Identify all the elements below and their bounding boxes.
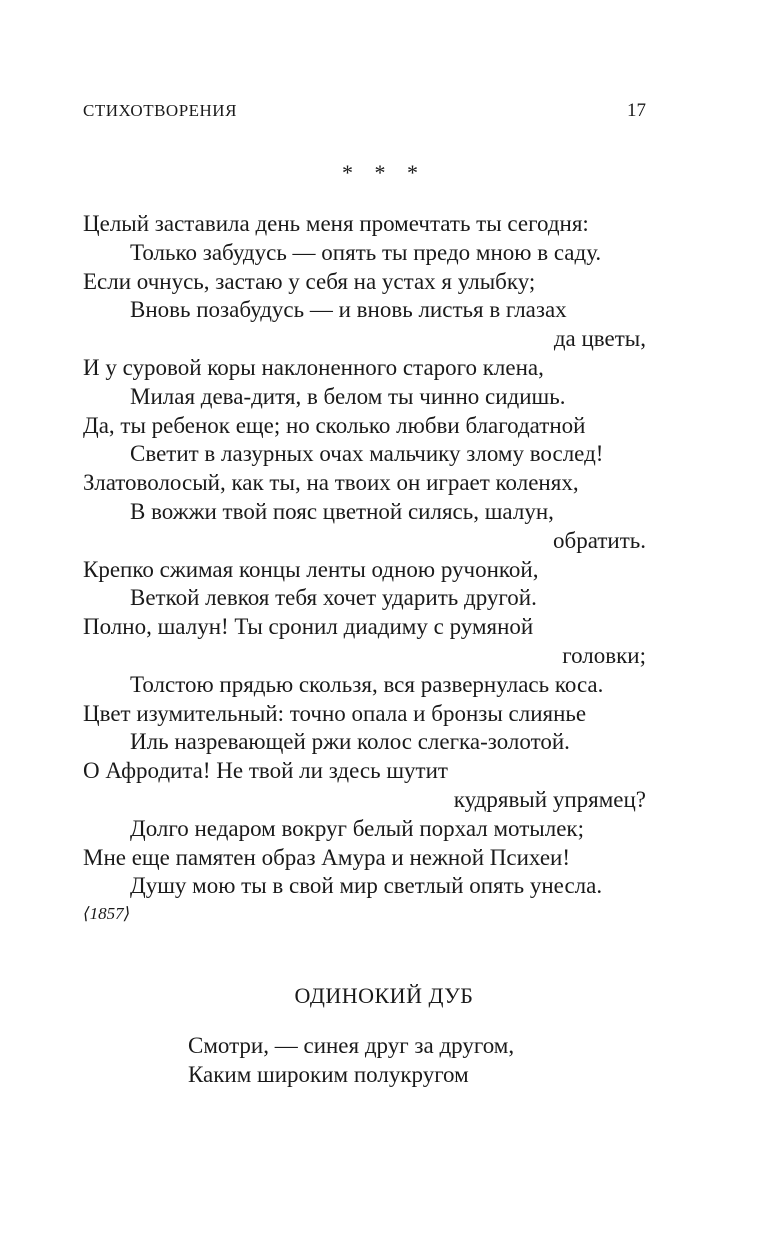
poem-line: Долго недаром вокруг белый порхал мотылек;: [130, 815, 584, 841]
poem-line: Толстою прядью скользя, вся развернулась коса.: [130, 671, 604, 697]
poem-line: Милая дева-дитя, в белом ты чинно сидишь.: [130, 383, 566, 409]
running-head: СТИХОТВОРЕНИЯ: [83, 101, 237, 120]
poem-line: Златоволосый, как ты, на твоих он играет коленях,: [83, 470, 579, 496]
poem-line: Светит в лазурных очах мальчику злому вослед!: [130, 441, 604, 467]
poem-line: Мне еще памятен образ Амура и нежной Психеи!: [83, 844, 570, 870]
poem-odinokiy-dub: [188, 1032, 514, 1090]
poem-line: Да, ты ребенок еще; но сколько любви благодатной: [83, 412, 586, 438]
poem-untitled: [83, 210, 646, 901]
poem-line: Если очнусь, застаю у себя на устах я улыбку;: [83, 268, 536, 294]
poem-line-continuation: головки;: [562, 642, 646, 668]
poem-line: Цвет изумительный: точно опала и бронзы слиянье: [83, 700, 587, 726]
poem-date: ⟨1857⟩: [83, 904, 131, 923]
poem-line: В вожжи твой пояс цветной силясь, шалун,: [130, 498, 554, 524]
poem-line: Крепко сжимая концы ленты одною ручонкой,: [83, 556, 539, 582]
poem-line: Смотри, — синея друг за другом,: [188, 1033, 515, 1058]
poem-line: Полно, шалун! Ты сронил диадиму с румяной: [83, 614, 534, 640]
poem-line: Только забудусь — опять ты предо мною в саду.: [130, 239, 602, 265]
poem-line: Веткой левкоя тебя хочет ударить другой.: [130, 585, 537, 611]
poem-line: Вновь позабудусь — и вновь листья в глазах: [130, 297, 567, 323]
poem-line: О Афродита! Не твой ли здесь шутит: [83, 758, 448, 784]
poem-line: Иль назревающей ржи колос слегка-золотой.: [130, 729, 570, 755]
poem-line-continuation: да цветы,: [553, 326, 646, 352]
poem-line-continuation: кудрявый упрямец?: [453, 786, 646, 812]
poem-line: Каким широким полукругом: [188, 1061, 469, 1087]
section-asterisks: * * *: [342, 160, 426, 185]
page-number: 17: [627, 100, 646, 121]
poem-line-continuation: обратить.: [553, 527, 646, 553]
poem-line: Душу мою ты в свой мир светлый опять унесла.: [130, 873, 603, 899]
poem-line: И у суровой коры наклоненного старого клена,: [83, 354, 544, 380]
poem-title: ОДИНОКИЙ ДУБ: [294, 983, 474, 1008]
poem-line: Целый заставила день меня промечтать ты сегодня:: [83, 211, 589, 236]
